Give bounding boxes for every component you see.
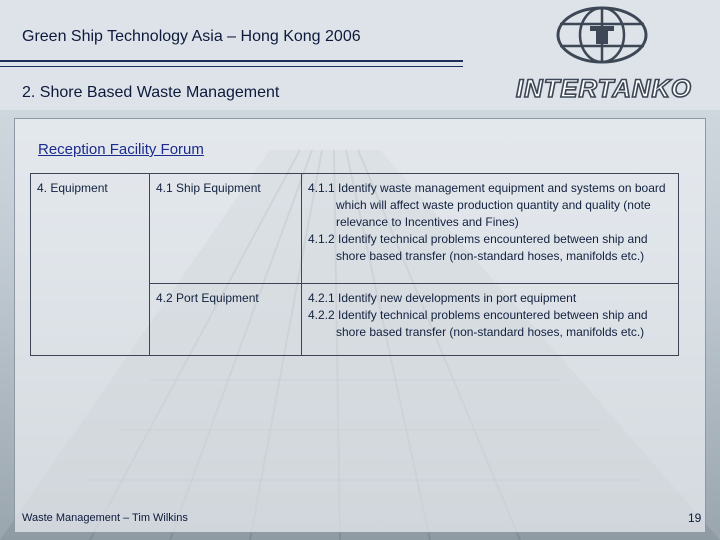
footer-presenter: Waste Management – Tim Wilkins <box>22 512 188 524</box>
list-item: 4.1.2 Identify technical problems encountered between ship and shore based transfer (non-standard hoses, manifolds etc.) <box>308 232 648 263</box>
list-item: 4.2.2 Identify technical problems encountered between ship and shore based transfer (non-standard hoses, manifolds etc.) <box>308 308 648 339</box>
table-row <box>31 174 679 284</box>
reception-facility-forum-link[interactable]: Reception Facility Forum <box>38 141 204 158</box>
list-item: 4.2.1 Identify new developments in port equipment <box>308 291 577 305</box>
title-rule-thin <box>0 66 463 67</box>
list-item: 4.1.1 Identify waste management equipment and systems on board which will affect waste production quantity and quality (note relevance to Incentives and Fines) <box>308 181 666 229</box>
slide-subtitle: 2. Shore Based Waste Management <box>22 84 280 101</box>
section-cell: 4. Equipment <box>31 174 150 356</box>
intertanko-logo <box>514 74 694 102</box>
globe-emblem-icon <box>552 4 652 66</box>
port-equipment-cell: 4.2 Port Equipment <box>150 284 302 356</box>
header-band <box>0 0 720 110</box>
port-equipment-items-cell <box>302 284 679 356</box>
title-rule <box>0 60 463 62</box>
page-number: 19 <box>688 511 702 525</box>
svg-text:INTERTANKO: INTERTANKO <box>516 75 692 102</box>
ship-equipment-items-cell <box>302 174 679 284</box>
slide-title: Green Ship Technology Asia – Hong Kong 2006 <box>22 28 361 45</box>
equipment-table <box>30 173 679 356</box>
ship-equipment-cell: 4.1 Ship Equipment <box>150 174 302 284</box>
